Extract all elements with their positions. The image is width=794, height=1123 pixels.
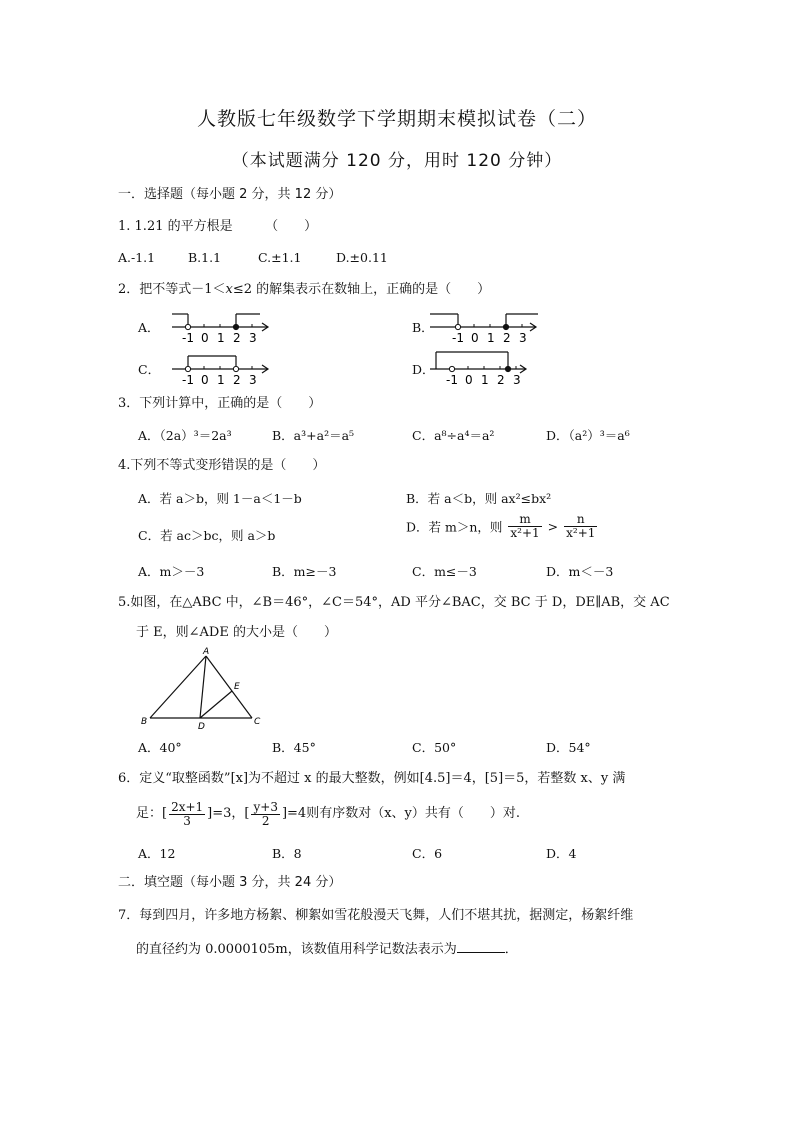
q2-option-d-label: D． (412, 362, 435, 377)
q1-option-a: A.-1.1 (118, 250, 156, 265)
q4-option-d-prefix: D．若 m＞n，则 (406, 519, 503, 535)
question-3-stem: 3．下列计算中，正确的是（ ） (118, 396, 322, 411)
q2-number-line-d (428, 346, 543, 388)
q2a-closed-point (233, 324, 238, 329)
question-1-stem: 1. 1.21 的平方根是 （ ） (118, 219, 318, 234)
q3-option-d: D．（a²）³＝a⁶ (546, 428, 630, 443)
section-heading-choice: 一．选择题（每小题 2 分，共 12 分） (118, 187, 342, 202)
question-6-stem-line2 (136, 797, 520, 832)
question-5-stem-line1: 5.如图，在△ABC 中，∠B＝46°，∠C＝54°，AD 平分∠BAC，交 BC 于 D，DE∥AB，交 AC (118, 595, 670, 610)
q4-row2-option-c: C．m≤－3 (412, 564, 477, 579)
q3-option-a: A．（2a）³＝2a³ (138, 428, 232, 443)
q1-option-b: B.1.1 (188, 250, 222, 265)
q4-option-c: C．若 ac＞bc，则 a＞b (138, 528, 276, 543)
q2b-closed-point (503, 324, 508, 329)
q2c-tick-label: 1 (217, 373, 225, 387)
q6-numerator-y: y+3 (253, 799, 278, 814)
q2c-tick-label: 3 (249, 373, 257, 387)
side-ab (150, 656, 206, 718)
q4-fraction-left (508, 513, 541, 540)
vertex-label-d: D (198, 722, 205, 732)
q5-option-c: C．50° (412, 740, 457, 755)
q2d-tick-label: 1 (481, 373, 489, 387)
q6-stem2-prefix: 足：[ (136, 806, 168, 821)
q2d-tick-label: 2 (497, 373, 505, 387)
q2c-open-point (233, 366, 238, 371)
page-title: 人教版七年级数学下学期期末模拟试卷（二） (196, 108, 597, 130)
question-4-stem: 4.下列不等式变形错误的是（ ） (118, 458, 326, 473)
vertex-label-b: B (141, 717, 148, 727)
segment-de (200, 691, 232, 718)
q2d-tick-label: 0 (465, 373, 473, 387)
q2b-open-point (455, 324, 460, 329)
q7-line2-end: ． (504, 942, 518, 957)
q2-number-line-b (428, 304, 543, 346)
vertex-label-a: A (203, 647, 210, 657)
side-ac (206, 656, 252, 718)
segment-ad (200, 656, 206, 718)
vertex-label-e: E (234, 682, 240, 692)
q5-triangle-figure (136, 644, 268, 734)
q6-option-b: B．8 (272, 846, 302, 861)
q4-option-d (406, 513, 599, 540)
q2c-tick-label: -1 (182, 373, 194, 387)
q5-option-b: B．45° (272, 740, 316, 755)
q2-option-c-label: C． (138, 362, 161, 377)
q7-answer-blank[interactable] (457, 938, 505, 953)
q3-option-b: B．a³+a²＝a⁵ (272, 428, 355, 443)
q2b-tick-label: 2 (503, 331, 511, 345)
q5-option-d: D．54° (546, 740, 591, 755)
question-6-stem-line1: 6．定义“取整函数”[x]为不超过 x 的最大整数，例如[4.5]＝4，[5]＝5，若整数 x、y 满 (118, 771, 626, 786)
question-7-line2 (136, 938, 518, 959)
q6-option-d: D．4 (546, 846, 577, 861)
q2-option-b-label: B． (412, 320, 434, 335)
q7-line2-text: 的直径约为 0.0000105m，该数值用科学记数法表示为 (136, 942, 457, 957)
q2a-tick-label: 1 (217, 331, 225, 345)
q4-numerator-n: n (564, 513, 597, 527)
question-7-line1: 7．每到四月，许多地方杨絮、柳絮如雪花般漫天飞舞，人们不堪其扰，据测定，杨絮纤维 (118, 908, 634, 923)
section-heading-fill-in: 二．填空题（每小题 3 分，共 24 分） (118, 875, 342, 890)
q2-number-line-a (170, 304, 280, 346)
q4-row2-option-d: D．m＜－3 (546, 564, 614, 579)
question-5-stem-line2: 于 E，则∠ADE 的大小是（ ） (136, 625, 337, 640)
q6-denominator-y: 2 (261, 813, 270, 828)
q6-stem2-mid: ]=3，[ (207, 806, 250, 821)
q5-option-a: A．40° (138, 740, 182, 755)
q3-option-c: C．a⁸÷a⁴＝a² (412, 428, 495, 443)
q2d-open-point (449, 366, 454, 371)
q4-option-a: A．若 a＞b，则 1－a＜1－b (138, 491, 302, 506)
question-2-stem (118, 281, 490, 299)
q2b-tick-label: -1 (452, 331, 464, 345)
q6-stem2-suffix: ]=4则有序数对（x、y）共有（ ）对. (281, 806, 520, 821)
q2a-tick-label: 0 (201, 331, 209, 345)
q2a-tick-label: 3 (249, 331, 257, 345)
q2b-tick-label: 1 (487, 331, 495, 345)
q4-row2-option-b: B．m≥－3 (272, 564, 337, 579)
vertex-label-c: C (254, 717, 261, 727)
q6-fraction-x (169, 801, 205, 828)
q6-denominator-x: 3 (183, 813, 191, 828)
q2d-tick-label: -1 (446, 373, 458, 387)
q2-option-a-label: A． (138, 320, 160, 335)
q4-fraction-right (564, 513, 597, 540)
q2c-tick-label: 0 (201, 373, 209, 387)
q4-row2-option-a: A．m＞－3 (138, 564, 205, 579)
q4-denominator-left: x²+1 (510, 526, 540, 540)
q2a-tick-label: 2 (233, 331, 241, 345)
q2c-open-point (185, 366, 190, 371)
q2c-tick-label: 2 (233, 373, 241, 387)
page-subtitle: （本试题满分 120 分，用时 120 分钟） (231, 151, 563, 171)
q1-option-d: D.±0.11 (336, 250, 388, 265)
q4-gt-sign: > (547, 519, 559, 534)
q2-stem-post: ≤2 的解集表示在数轴上，正确的是（ ） (232, 282, 491, 297)
q6-option-c: C．6 (412, 846, 443, 861)
q4-denominator-right: x²+1 (566, 526, 596, 540)
q2-number-line-c (170, 346, 280, 388)
q2a-open-point (185, 324, 190, 329)
q2b-tick-label: 0 (471, 331, 479, 345)
q6-option-a: A．12 (138, 846, 176, 861)
q2a-tick-label: -1 (182, 331, 194, 345)
q1-option-c: C.±1.1 (258, 250, 302, 265)
q4-numerator-m: m (508, 513, 541, 527)
q2-stem-variable: x (225, 282, 233, 297)
q2b-tick-label: 3 (519, 331, 527, 345)
q2d-tick-label: 3 (513, 373, 521, 387)
q6-fraction-y (251, 801, 279, 828)
q4-option-b: B．若 a＜b，则 ax²≤bx² (406, 491, 552, 506)
q2-stem-pre: 2．把不等式－1＜ (118, 282, 226, 297)
q2d-closed-point (505, 366, 510, 371)
q6-numerator-x: 2x+1 (171, 799, 204, 814)
